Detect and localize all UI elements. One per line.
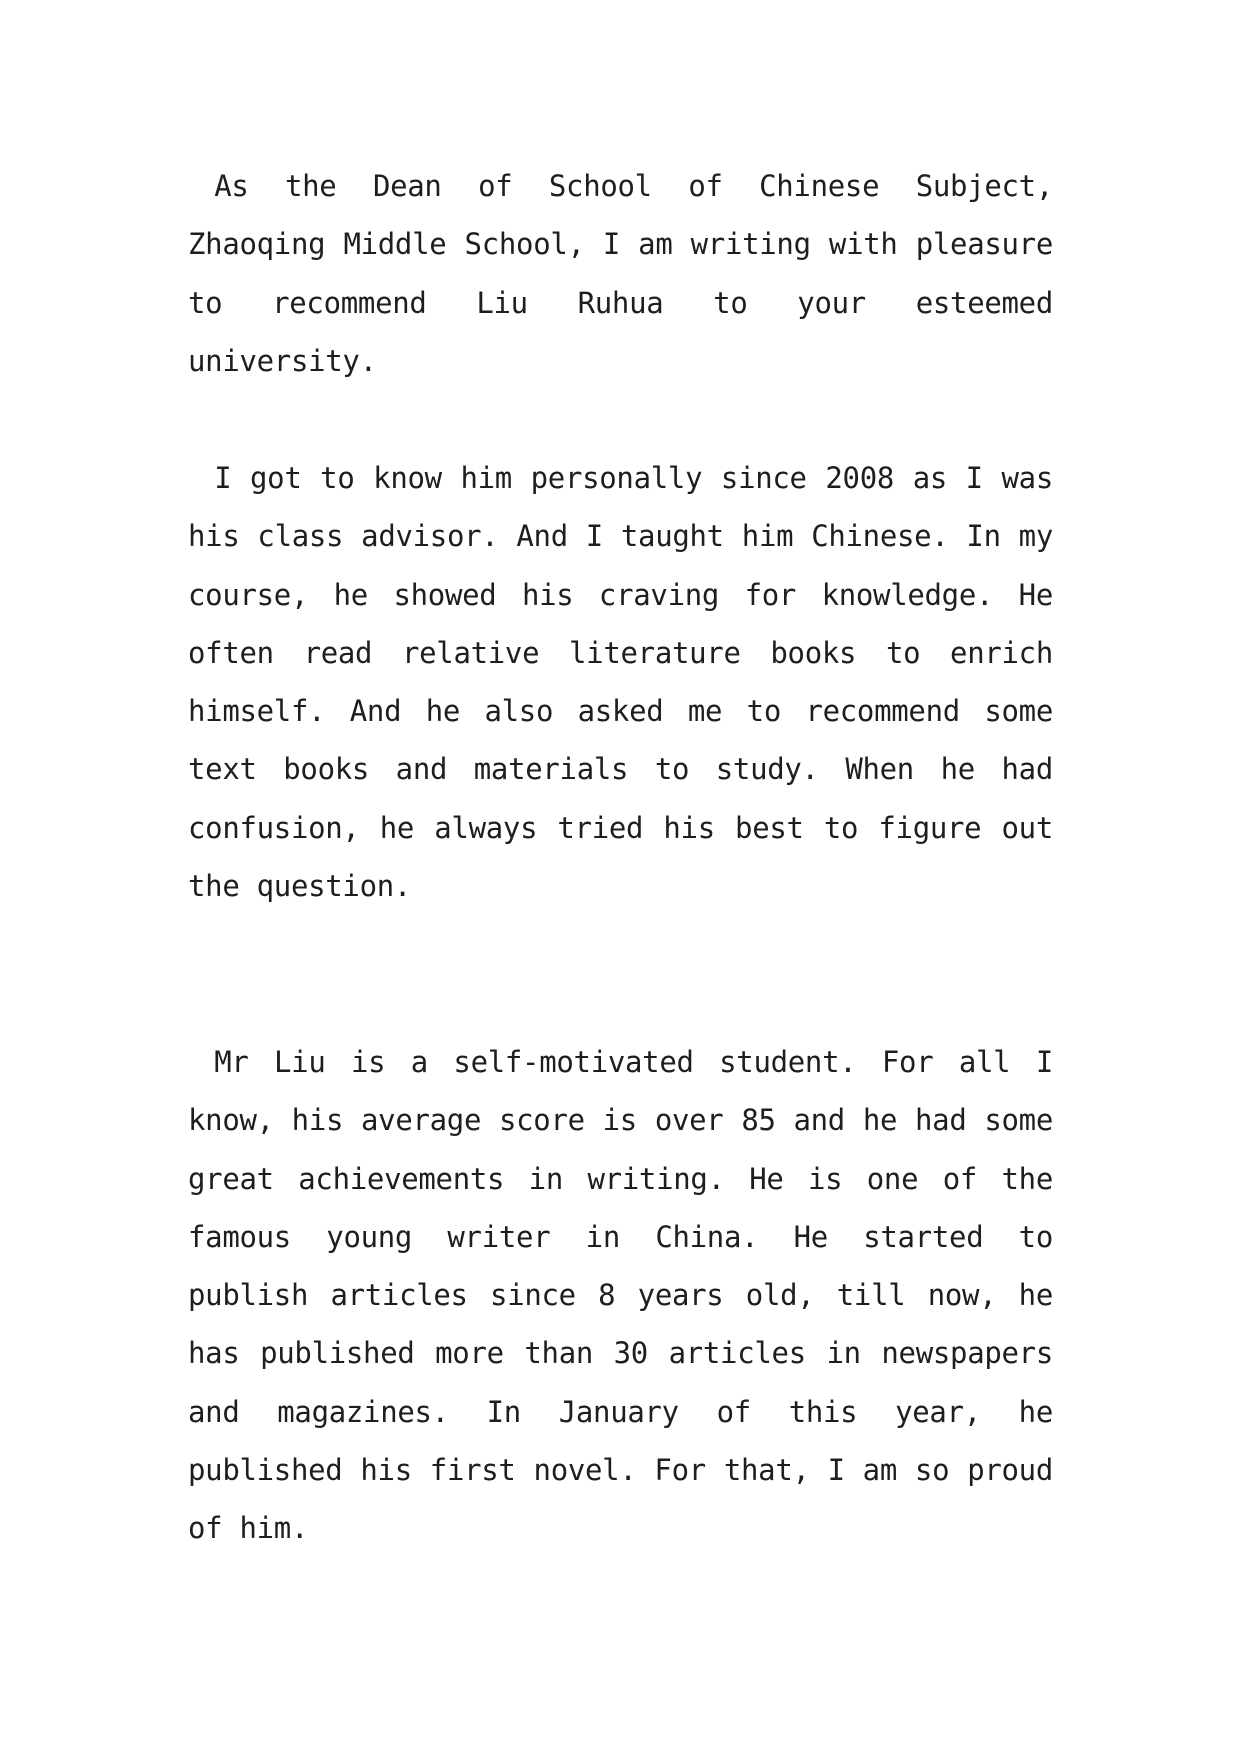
paragraph-achievements: [188, 1033, 1053, 1558]
paragraph-text: I got to know him personally since 2008 as I was his class advisor. And I taught him Chinese. In my course, he showed his craving for knowledge. He often read relative literature books to enrich himself. And he also asked me to recommend some text books and materials to study. When he had confusion, he always tried his best to figure out the question.: [188, 461, 1053, 904]
paragraph-introduction: [188, 157, 1053, 390]
paragraph-text: Mr Liu is a self-motivated student. For all I know, his average score is over 85 and he had some great achievements in writing. He is one of the famous young writer in China. He started to publish articles since 8 years old, till now, he has published more than 30 articles in newspapers and magazines. In January of this year, he published his first novel. For that, I am so proud of him.: [188, 1045, 1053, 1546]
paragraph-acquaintance: [188, 449, 1053, 915]
paragraph-text: As the Dean of School of Chinese Subject, Zhaoqing Middle School, I am writing with pleasure to recommend Liu Ruhua to your esteemed university.: [188, 169, 1053, 378]
